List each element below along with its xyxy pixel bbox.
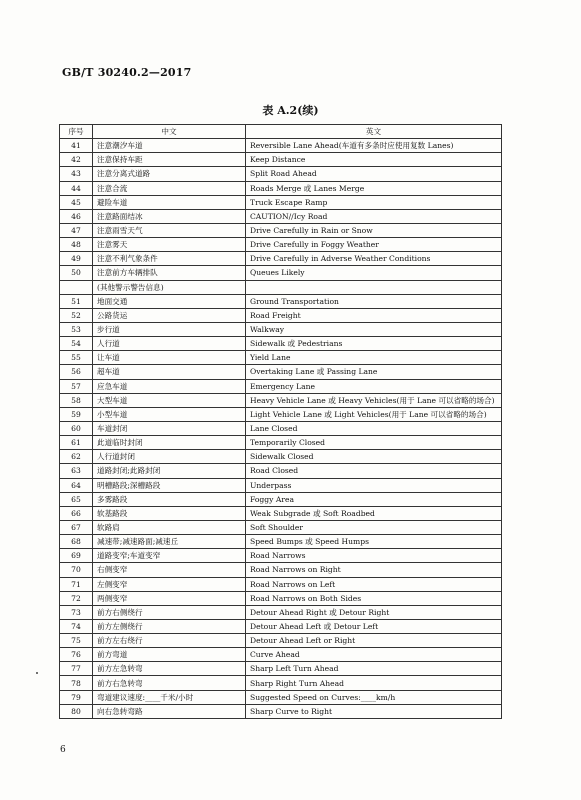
row-chinese: 人行道 xyxy=(93,337,246,351)
row-english: Road Narrows on Left xyxy=(246,577,502,591)
row-english: Speed Bumps 或 Speed Humps xyxy=(246,535,502,549)
row-chinese: 软基路段 xyxy=(93,506,246,520)
row-chinese: 多雾路段 xyxy=(93,492,246,506)
row-number: 56 xyxy=(60,365,93,379)
row-chinese: 注意路面结冰 xyxy=(93,209,246,223)
standard-code: GB/T 30240.2—2017 xyxy=(62,66,192,79)
table-row xyxy=(60,195,502,209)
row-english: Curve Ahead xyxy=(246,648,502,662)
table-row xyxy=(60,379,502,393)
row-number: 79 xyxy=(60,690,93,704)
row-number: 77 xyxy=(60,662,93,676)
table-row xyxy=(60,464,502,478)
table-row xyxy=(60,280,502,294)
row-chinese: 前方弯道 xyxy=(93,648,246,662)
page-number: 6 xyxy=(60,745,66,755)
table-row xyxy=(60,492,502,506)
table-row xyxy=(60,520,502,534)
scan-speck xyxy=(36,672,38,674)
row-english xyxy=(246,280,502,294)
row-english: Sharp Curve to Right xyxy=(246,704,502,718)
table-row xyxy=(60,648,502,662)
row-number: 55 xyxy=(60,351,93,365)
row-english: Road Narrows on Right xyxy=(246,563,502,577)
row-number: 46 xyxy=(60,209,93,223)
row-chinese: 前方左右绕行 xyxy=(93,634,246,648)
column-header-chinese: 中文 xyxy=(93,125,246,139)
row-english: CAUTION//Icy Road xyxy=(246,209,502,223)
row-chinese: 注意合流 xyxy=(93,181,246,195)
row-number: 62 xyxy=(60,450,93,464)
row-number: 58 xyxy=(60,393,93,407)
row-english: Drive Carefully in Rain or Snow xyxy=(246,223,502,237)
row-english: Roads Merge 或 Lanes Merge xyxy=(246,181,502,195)
row-number: 65 xyxy=(60,492,93,506)
row-chinese: 注意分离式道路 xyxy=(93,167,246,181)
row-english: Detour Ahead Right 或 Detour Right xyxy=(246,605,502,619)
table-row xyxy=(60,662,502,676)
row-english: Sharp Left Turn Ahead xyxy=(246,662,502,676)
table-row xyxy=(60,634,502,648)
row-english: Weak Subgrade 或 Soft Roadbed xyxy=(246,506,502,520)
column-header-english: 英文 xyxy=(246,125,502,139)
table-row xyxy=(60,591,502,605)
row-number: 44 xyxy=(60,181,93,195)
row-chinese: 注意前方车辆排队 xyxy=(93,266,246,280)
table-row xyxy=(60,294,502,308)
row-chinese: 公路货运 xyxy=(93,308,246,322)
row-english: Overtaking Lane 或 Passing Lane xyxy=(246,365,502,379)
row-english: Queues Likely xyxy=(246,266,502,280)
row-chinese: 让车道 xyxy=(93,351,246,365)
row-number: 63 xyxy=(60,464,93,478)
row-chinese: 此道临时封闭 xyxy=(93,436,246,450)
row-english: Truck Escape Ramp xyxy=(246,195,502,209)
row-chinese: 注意雾天 xyxy=(93,238,246,252)
row-english: Split Road Ahead xyxy=(246,167,502,181)
row-chinese: 人行道封闭 xyxy=(93,450,246,464)
table-row xyxy=(60,421,502,435)
row-english: Emergency Lane xyxy=(246,379,502,393)
row-number: 71 xyxy=(60,577,93,591)
row-number: 52 xyxy=(60,308,93,322)
table-body xyxy=(60,139,502,719)
row-number: 43 xyxy=(60,167,93,181)
row-number: 49 xyxy=(60,252,93,266)
table-row xyxy=(60,223,502,237)
table-row xyxy=(60,407,502,421)
row-english: Yield Lane xyxy=(246,351,502,365)
row-chinese: 软路肩 xyxy=(93,520,246,534)
row-chinese: 注意保持车距 xyxy=(93,153,246,167)
table-row xyxy=(60,139,502,153)
row-english: Ground Transportation xyxy=(246,294,502,308)
row-english: Detour Ahead Left or Right xyxy=(246,634,502,648)
row-chinese: 避险车道 xyxy=(93,195,246,209)
row-number: 64 xyxy=(60,478,93,492)
row-number: 80 xyxy=(60,704,93,718)
table-row xyxy=(60,577,502,591)
row-chinese: 小型车道 xyxy=(93,407,246,421)
table-row xyxy=(60,676,502,690)
row-chinese: 大型车道 xyxy=(93,393,246,407)
row-chinese: 超车道 xyxy=(93,365,246,379)
row-english: Reversible Lane Ahead(车道有多条时应使用复数 Lanes) xyxy=(246,139,502,153)
row-number: 73 xyxy=(60,605,93,619)
row-english: Sidewalk Closed xyxy=(246,450,502,464)
row-english: Sidewalk 或 Pedestrians xyxy=(246,337,502,351)
row-chinese: 向右急转弯路 xyxy=(93,704,246,718)
row-english: Lane Closed xyxy=(246,421,502,435)
row-number: 72 xyxy=(60,591,93,605)
row-number: 45 xyxy=(60,195,93,209)
row-english: Sharp Right Turn Ahead xyxy=(246,676,502,690)
table-row xyxy=(60,365,502,379)
row-english: Drive Carefully in Foggy Weather xyxy=(246,238,502,252)
table-row xyxy=(60,690,502,704)
row-english: Road Freight xyxy=(246,308,502,322)
row-chinese: 减速带;减速路面;减速丘 xyxy=(93,535,246,549)
row-english: Temporarily Closed xyxy=(246,436,502,450)
column-header-number: 序号 xyxy=(60,125,93,139)
table-row xyxy=(60,393,502,407)
table-row xyxy=(60,605,502,619)
row-number: 59 xyxy=(60,407,93,421)
row-number xyxy=(60,280,93,294)
row-number: 42 xyxy=(60,153,93,167)
table-row xyxy=(60,209,502,223)
row-chinese: 步行道 xyxy=(93,322,246,336)
row-english: Underpass xyxy=(246,478,502,492)
table-row xyxy=(60,322,502,336)
row-chinese: 右侧变窄 xyxy=(93,563,246,577)
glossary-table xyxy=(59,124,502,719)
row-number: 60 xyxy=(60,421,93,435)
table-row xyxy=(60,308,502,322)
row-number: 78 xyxy=(60,676,93,690)
row-english: Road Narrows xyxy=(246,549,502,563)
table-row xyxy=(60,478,502,492)
row-number: 75 xyxy=(60,634,93,648)
row-english: Road Narrows on Both Sides xyxy=(246,591,502,605)
row-english: Road Closed xyxy=(246,464,502,478)
row-number: 61 xyxy=(60,436,93,450)
table-row xyxy=(60,549,502,563)
row-english: Foggy Area xyxy=(246,492,502,506)
row-english: Detour Ahead Left 或 Detour Left xyxy=(246,619,502,633)
row-number: 68 xyxy=(60,535,93,549)
table-row xyxy=(60,337,502,351)
row-chinese: 前方右侧绕行 xyxy=(93,605,246,619)
row-chinese: 前方左侧绕行 xyxy=(93,619,246,633)
row-english: Soft Shoulder xyxy=(246,520,502,534)
table-row xyxy=(60,563,502,577)
table-header-row xyxy=(60,125,502,139)
row-number: 53 xyxy=(60,322,93,336)
row-number: 70 xyxy=(60,563,93,577)
row-english: Heavy Vehicle Lane 或 Heavy Vehicles(用于 Lane 可以省略的场合) xyxy=(246,393,502,407)
row-english: Drive Carefully in Adverse Weather Conditions xyxy=(246,252,502,266)
row-number: 67 xyxy=(60,520,93,534)
row-english: Light Vehicle Lane 或 Light Vehicles(用于 Lane 可以省略的场合) xyxy=(246,407,502,421)
table-row xyxy=(60,238,502,252)
row-chinese: 车道封闭 xyxy=(93,421,246,435)
table-row xyxy=(60,167,502,181)
row-number: 41 xyxy=(60,139,93,153)
table-row xyxy=(60,436,502,450)
row-chinese: 注意雨雪天气 xyxy=(93,223,246,237)
row-chinese: 明槽路段;深槽路段 xyxy=(93,478,246,492)
row-chinese: 地面交通 xyxy=(93,294,246,308)
row-english: Suggested Speed on Curves:____km/h xyxy=(246,690,502,704)
row-number: 48 xyxy=(60,238,93,252)
table-row xyxy=(60,266,502,280)
table-row xyxy=(60,619,502,633)
row-number: 51 xyxy=(60,294,93,308)
table-row xyxy=(60,153,502,167)
table-row xyxy=(60,535,502,549)
table-row xyxy=(60,506,502,520)
row-chinese: 前方左急转弯 xyxy=(93,662,246,676)
row-english: Keep Distance xyxy=(246,153,502,167)
row-chinese: 弯道建议速度:____千米/小时 xyxy=(93,690,246,704)
table-row xyxy=(60,450,502,464)
row-chinese: 两侧变窄 xyxy=(93,591,246,605)
row-number: 66 xyxy=(60,506,93,520)
row-number: 69 xyxy=(60,549,93,563)
row-chinese: 注意不利气象条件 xyxy=(93,252,246,266)
row-number: 54 xyxy=(60,337,93,351)
row-number: 76 xyxy=(60,648,93,662)
row-chinese: 道路封闭;此路封闭 xyxy=(93,464,246,478)
row-number: 50 xyxy=(60,266,93,280)
row-chinese: 前方右急转弯 xyxy=(93,676,246,690)
table-title: 表 A.2(续) xyxy=(262,104,319,117)
table-row xyxy=(60,704,502,718)
table-row xyxy=(60,252,502,266)
table-row xyxy=(60,181,502,195)
row-chinese: 注意潮汐车道 xyxy=(93,139,246,153)
row-number: 57 xyxy=(60,379,93,393)
row-english: Walkway xyxy=(246,322,502,336)
row-chinese: 左侧变窄 xyxy=(93,577,246,591)
row-chinese: (其他警示警告信息) xyxy=(93,280,246,294)
table-row xyxy=(60,351,502,365)
row-chinese: 应急车道 xyxy=(93,379,246,393)
row-number: 74 xyxy=(60,619,93,633)
row-chinese: 道路变窄;车道变窄 xyxy=(93,549,246,563)
row-number: 47 xyxy=(60,223,93,237)
